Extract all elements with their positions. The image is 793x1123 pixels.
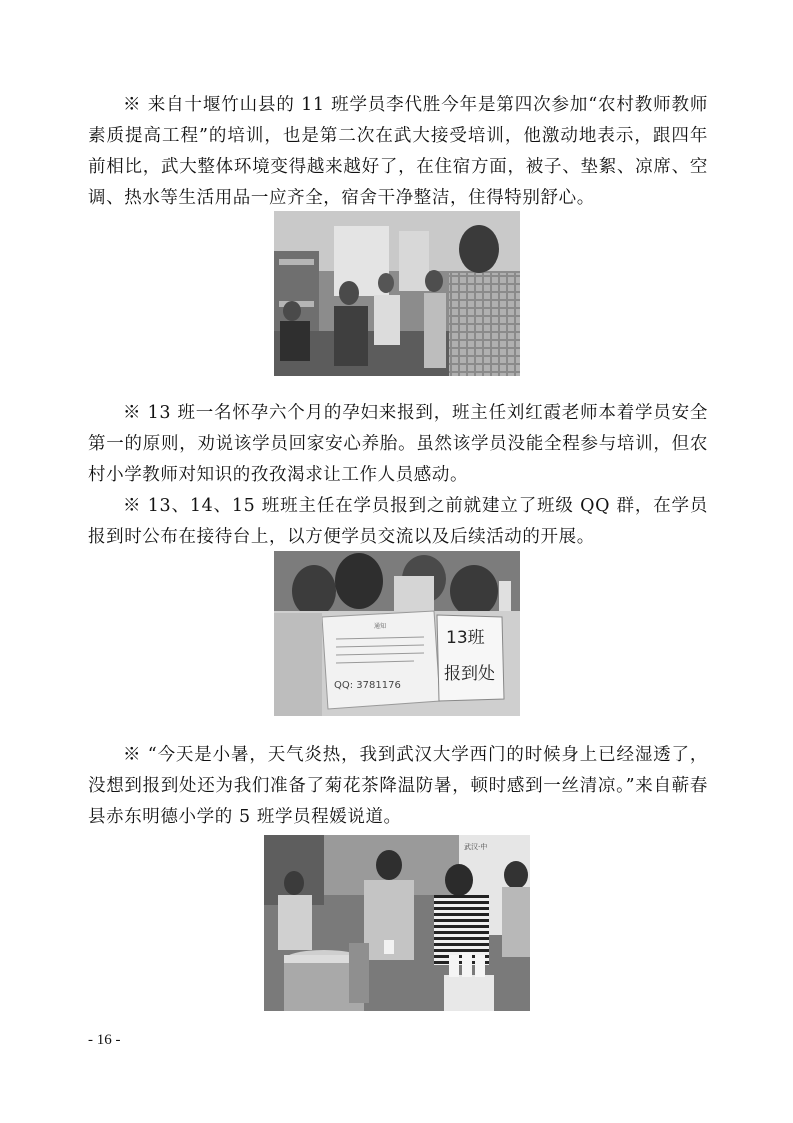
paragraph-3: ※ 13、14、15 班班主任在学员报到之前就建立了班级 QQ 群，在学员报到时公布在接待台上，以方便学员交流以及后续活动的开展。 xyxy=(88,496,708,547)
notice-title: 通知 xyxy=(374,623,387,630)
paragraph-2: ※ 13 班一名怀孕六个月的孕妇来报到，班主任刘红霞老师本着学员安全第一的原则，劝说该学员回家安心养胎。虽然该学员没能全程参与培训，但农村小学教师对知识的孜孜渴求让工作人员感动。 xyxy=(88,403,708,485)
page-number: - 16 - xyxy=(88,1032,121,1048)
photo-chrysanthemum-tea xyxy=(264,835,530,1011)
qq-number: QQ: 3781176 xyxy=(334,680,401,691)
paragraph-4: ※ “今天是小暑，天气炎热，我到武汉大学西门的时候身上已经湿透了，没想到报到处还为我们准备了菊花茶降温防暑，顿时感到一丝清凉。”来自蕲春县赤东明德小学的 5 班学员程媛说道。 xyxy=(88,745,708,827)
photo-dormitory xyxy=(274,211,520,376)
notice-paper xyxy=(322,611,440,709)
sign-desk: 报到处 xyxy=(444,664,495,684)
sign-board xyxy=(437,615,504,701)
paragraph-1: ※ 来自十堰竹山县的 11 班学员李代胜今年是第四次参加“农村教师教师素质提高工程”的培训，也是第二次在武大接受培训，他激动地表示，跟四年前相比，武大整体环境变得越来越好了，在住宿方面，被子、垫絮、凉席、空调、热水等生活用品一应齐全，宿舍干净整洁，住得特别舒心。 xyxy=(88,95,708,208)
photo-registration-desk xyxy=(274,551,520,716)
banner-text: 武汉·中 xyxy=(464,843,488,851)
sign-class: 13班 xyxy=(446,628,485,648)
